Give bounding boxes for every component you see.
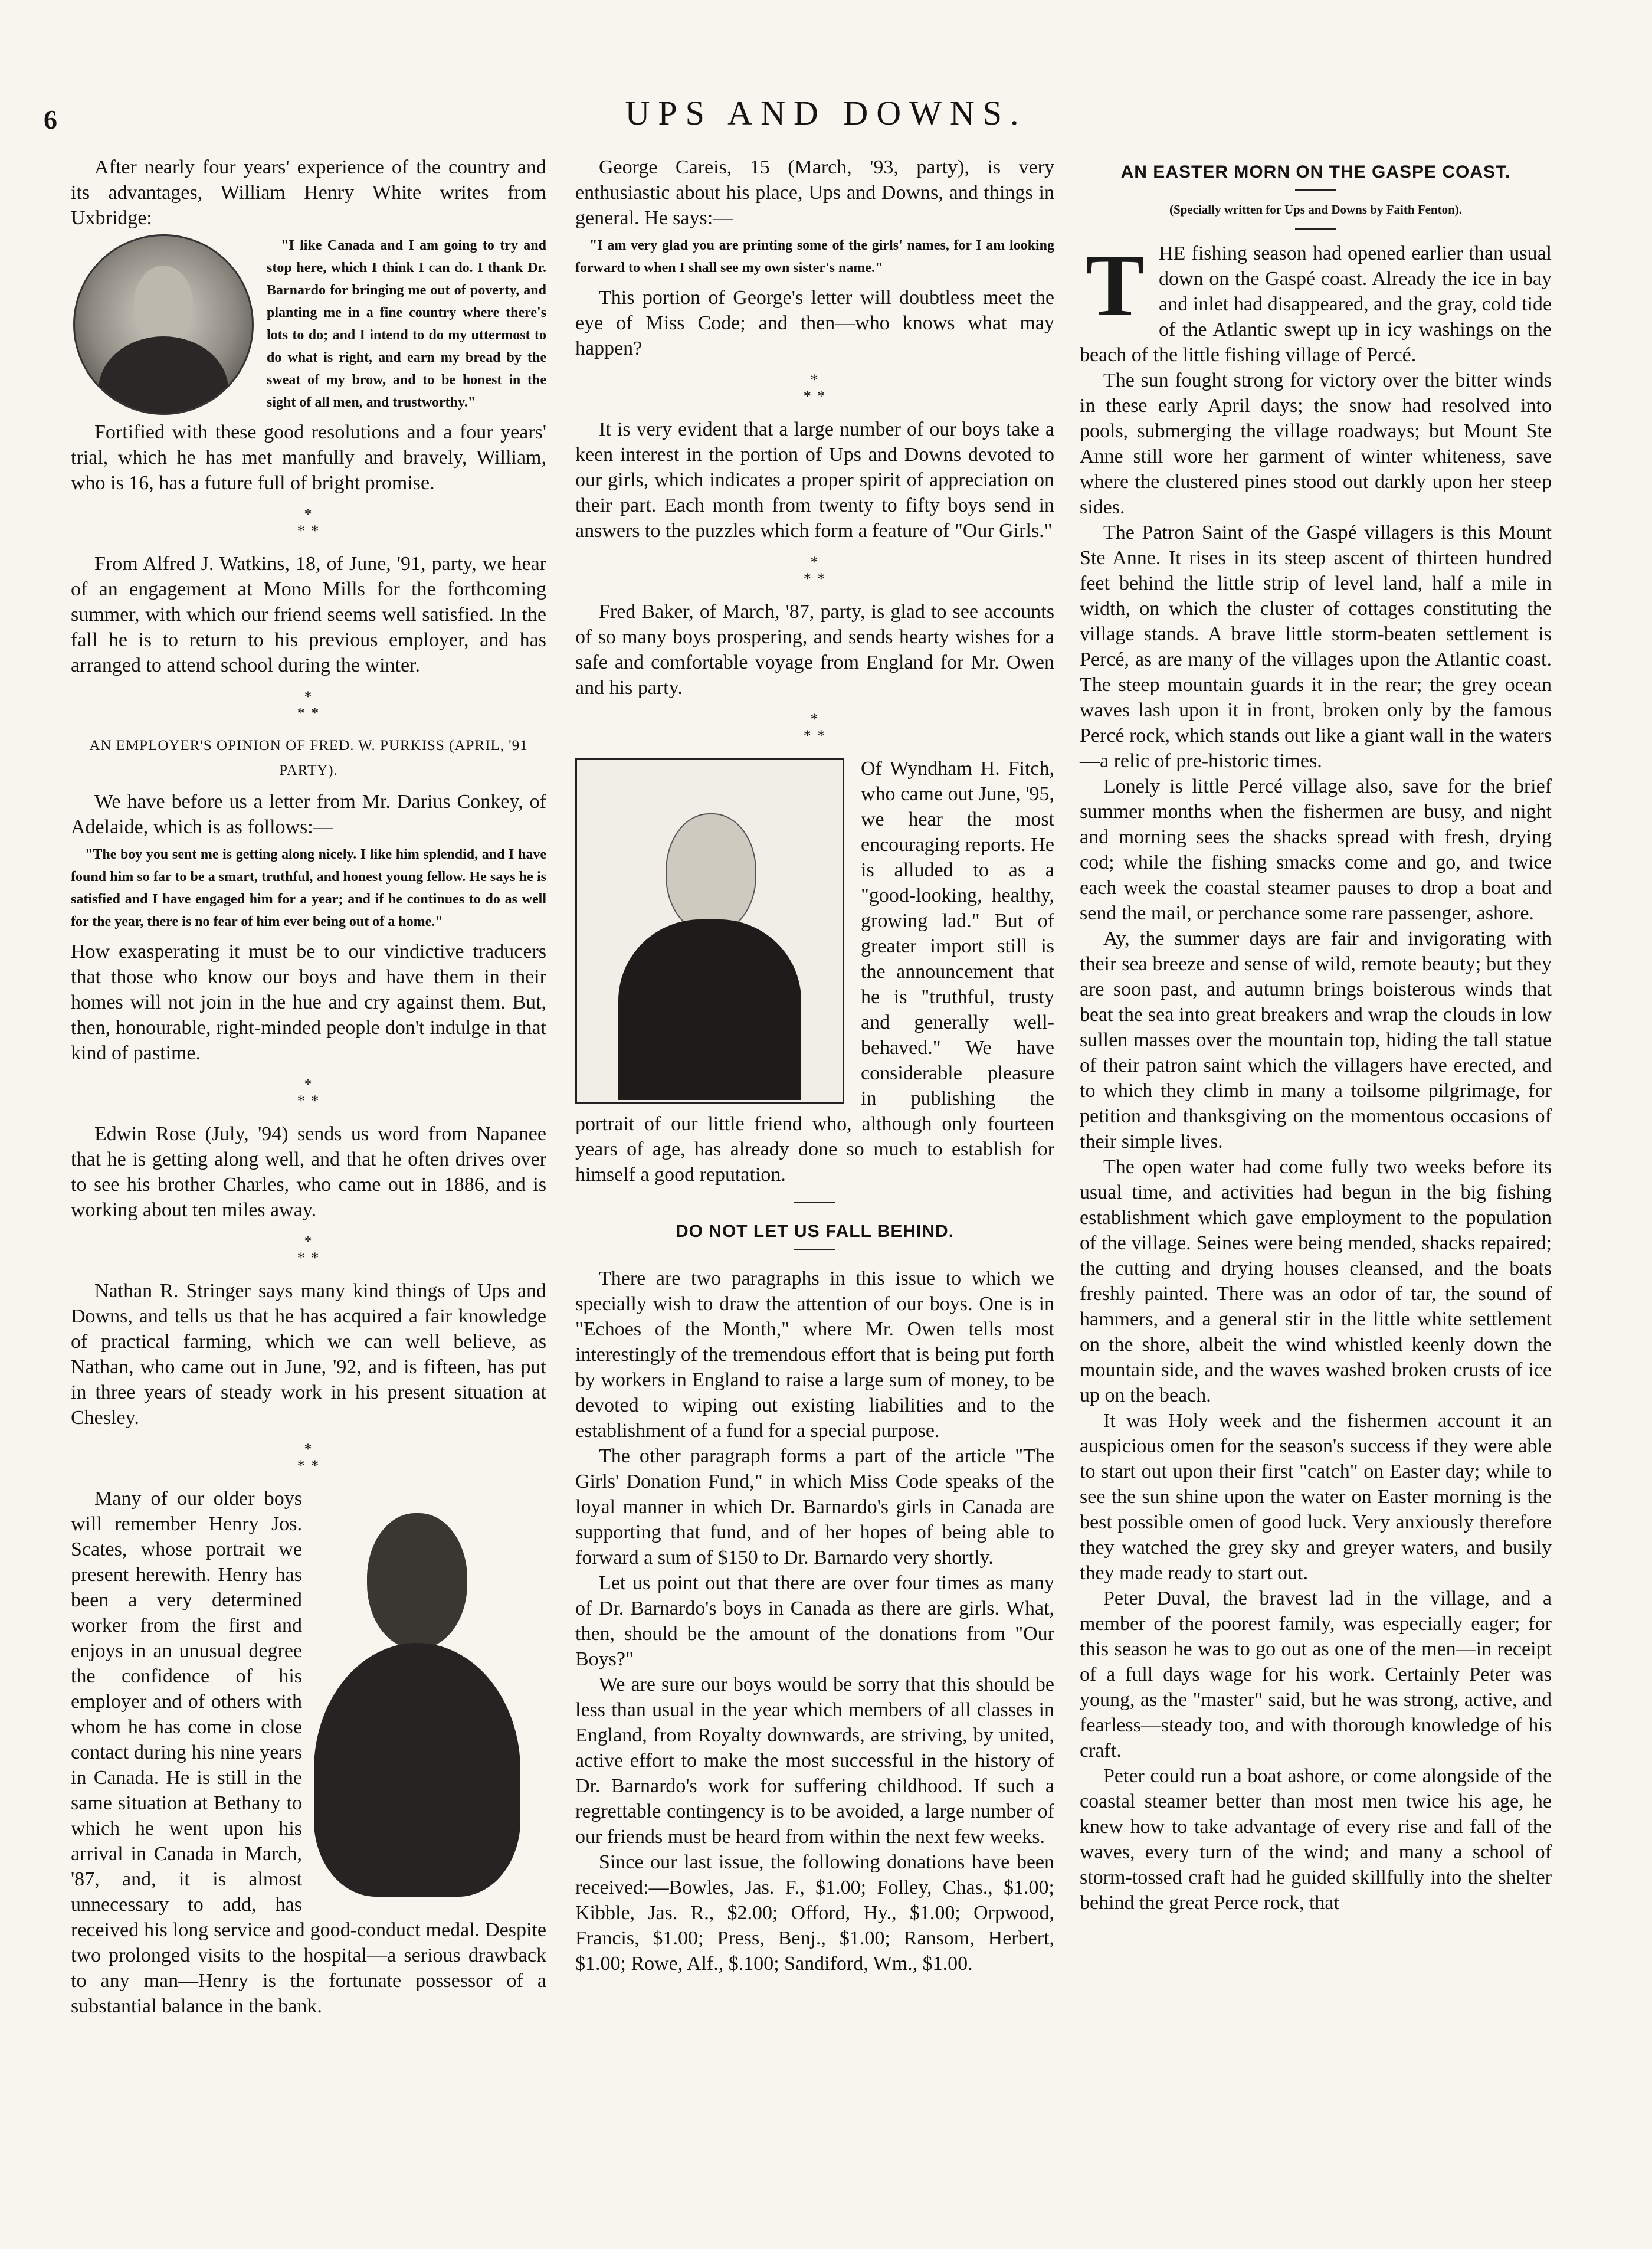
article-paragraph: The Patron Saint of the Gaspé villagers is this Mount Ste Anne. It rises in its steep ascent of thirteen hundred feet behind the little strip of level land, half a mile in width, on which the cluster of cottages constituting the village stands. A brave little storm-beaten settlement is Percé, as are many of the villages upon the Atlantic coast. The steep mountain guards it in the rear; the grey ocean waves lash upon it in front, broken only by the famous Percé rock, which stands out like a giant wall in the waters—a relic of pre-historic times. — [1080, 522, 1552, 772]
stars-divider: * * * — [297, 1233, 320, 1266]
stars-divider: * * * — [803, 711, 827, 744]
stars-divider: * * * — [297, 506, 320, 539]
stars-divider: * * * — [297, 688, 320, 722]
article-paragraph: Peter Duval, the bravest lad in the village, and a member of the poorest family, was especially eager; for this season he was to go out as one of the men—in receipt of a full days wage for his work. Certainly Peter was young, as the "master" said, but he was strong, active, and fearless—steady too, and with thorough knowledge of his craft. — [1080, 1587, 1552, 1762]
article-paragraph: Fred Baker, of March, '87, party, is glad to see accounts of so many boys prospering, and sends hearty wishes for a safe and comfortable voyage from England for Mr. Owen and his party. — [575, 601, 1054, 699]
section-rule — [1295, 228, 1336, 230]
article-paragraph: There are two paragraphs in this issue to which we specially wish to draw the attention of our boys. One is in "Echoes of the Month," where Mr. Owen tells most interestingly of the tremendous effort that is being put forth by workers in England to raise a large sum of money, to be devoted to wiping out existing liabilities and to the establishment of a fund for a special purpose. — [575, 1268, 1054, 1442]
quote-george-careis: "I am very glad you are printing some of the girls' names, for I am looking forward to when I shall see my own sister's name." — [575, 238, 1054, 276]
article-paragraph: Nathan R. Stringer says many kind things of Ups and Downs, and tells us that he has acquired a fair knowledge of practical farming, which we can well believe, as Nathan, who came out in June, '92, and is fifteen, has put in three years of steady work in his present situation at Chesley. — [71, 1280, 546, 1429]
stars-divider: * * * — [803, 371, 827, 405]
article-paragraph: Edwin Rose (July, '94) sends us word from Napanee that he is getting along well, and that he often drives over to see his brother Charles, who came out in 1886, and is working about ten miles away. — [71, 1123, 546, 1221]
article-paragraph: We have before us a letter from Mr. Darius Conkey, of Adelaide, which is as follows:— — [71, 791, 546, 838]
article-paragraph: Fortified with these good resolutions and a four years' trial, which he has met manfully and bravely, William, who is 16, has a future full of bright promise. — [71, 421, 546, 494]
article-paragraph: Lonely is little Percé village also, save for the brief summer months when the fishermen are busy, and night and morning sees the shacks spread with fresh, drying cod; while the fishing smacks come and go, and twice each week the coastal steamer pauses to drop a boat and send the mail, or perchance some rare passenger, ashore. — [1080, 775, 1552, 924]
quote-darius-conkey: "The boy you sent me is getting along nicely. I like him splendid, and I have found him so far to be a smart, truthful, and honest young fellow. He says he is satisfied and I have engaged him for a year; and if he continues to do as well for the year, there is no fear of him ever being out of a home." — [71, 847, 546, 929]
portrait-william-white — [73, 234, 254, 415]
article-paragraph: This portion of George's letter will doubtless meet the eye of Miss Code; and then—who knows what may happen? — [575, 287, 1054, 359]
masthead-title: UPS AND DOWNS. — [625, 94, 1027, 132]
page-number: 6 — [44, 104, 57, 135]
quote-william-white: "I like Canada and I am going to try and stop here, which I think I can do. I thank Dr. Barnardo for bringing me out of poverty, and planting me in a fine country where there's lots to do; and I intend to do my uttermost to do what is right, and earn my bread by the sweat of my brow, and to be honest in the sight of all men, and trustworthy." — [267, 238, 546, 410]
article-paragraph: Many of our older boys will remember Henry Jos. Scates, whose portrait we present herewith. Henry has been a very determined worker from the first and enjoys in an unusual degree the confidence of his employer and of others with whom he has come in close contact during his nine years in Canada. He is still in the same situation at Bethany to which he went upon his arrival in Canada in March, '87, and, it is almost unnecessary to add, has received his long service and good-conduct medal. Despite two prolonged visits to the hospital—a serious drawback to any man—Henry is the fortunate possessor of a substantial balance in the bank. — [71, 1488, 546, 2017]
article-byline: (Specially written for Ups and Downs by Faith Fenton). — [1169, 202, 1463, 217]
portrait-henry-scates — [302, 1489, 532, 1903]
article-paragraph: The open water had come fully two weeks before its usual time, and activities had begun in the big fishing establishment which gave employment to the population of the village. Seines were being mended, shacks repaired; the cutting and drying houses cleansed, and the boats freshly painted. There was an odor of tar, the sound of hammers, and a general stir in the little white settlement on the shore, albeit the wind whistled keenly down the mountain side, and the waves washed broken crusts of ice up on the beach. — [1080, 1156, 1552, 1406]
stars-divider: * * * — [297, 1441, 320, 1474]
portrait-wyndham-fitch — [575, 758, 844, 1104]
article-paragraph: How exasperating it must be to our vindictive traducers that those who know our boys and have them in their homes will not join in the hue and cry against them. But, then, honourable, right-minded people don't indulge in that kind of pastime. — [71, 941, 546, 1064]
article-paragraph: Peter could run a boat ashore, or come alongside of the coastal steamer better than most men twice his age, he knew how to take advantage of every rise and fall of the waves, every turn of the wind; and many a school of storm-tossed craft had he guided skillfully into the shelter behind the great Perce rock, that — [1080, 1765, 1552, 1914]
article-paragraph: The other paragraph forms a part of the article "The Girls' Donation Fund," in which Miss Code speaks of the loyal manner in which Dr. Barnardo's girls in Canada are supporting that fund, and of her hopes of being able to forward a sum of $150 to Dr. Barnardo very shortly. — [575, 1445, 1054, 1569]
article-paragraph: We are sure our boys would be sorry that this should be less than usual in the year which members of all classes in England, from Royalty downwards, are striving, by united, active effort to make the most successful in the history of Dr. Barnardo's work for suffering childhood. If such a regrettable contingency is to be avoided, a large number of our friends must be heard from within the next few weeks. — [575, 1674, 1054, 1848]
article-paragraph: Since our last issue, the following donations have been received:—Bowles, Jas. F., $1.00; Folley, Chas., $1.00; Kibble, Jas. R., $2.00; Offord, Hy., $1.00; Orpwood, Francis, $1.00; Press, Benj., $1.00; Ransom, Herbert, $1.00; Rowe, Alf., $.100; Sandiford, Wm., $1.00. — [575, 1851, 1054, 1975]
section-rule — [794, 1249, 835, 1250]
article-paragraph: Of Wyndham H. Fitch, who came out June, '95, we hear the most encouraging reports. He is alluded to as a "good-looking, healthy, growing lad." But of greater import still is the announcement that he is "truthful, trusty and generally well-behaved." We have considerable pleasure in publishing the portrait of our little friend who, although only fourteen years of age, has already done so much to establish for himself a good reputation. — [575, 758, 1054, 1186]
article-paragraph: It was Holy week and the fishermen account it an auspicious omen for the season's success if they were able to start out upon their first "catch" on Easter day; while to see the sun shine upon the water on Easter morning is the best possible omen of good luck. Very anxiously therefore they watched the grey sky and greyer waters, and busily they made ready to start out. — [1080, 1410, 1552, 1584]
section-rule — [794, 1202, 835, 1203]
article-paragraph: From Alfred J. Watkins, 18, of June, '91, party, we hear of an engagement at Mono Mills for the forthcoming summer, with which our friend seems well satisfied. In the fall he is to return to his previous employer, and has arranged to attend school during the winter. — [71, 553, 546, 676]
column-2 — [575, 155, 1054, 1976]
section-heading-easter-morn: AN EASTER MORN ON THE GASPE COAST. — [1120, 162, 1511, 182]
article-paragraph: Ay, the summer days are fair and invigorating with their sea breeze and sense of wild, remote beauty; but they are soon past, and autumn brings boisterous winds that beat the sea into great breakers and wrap the clouds in low sullen masses over the mountain top, hiding the tall statue of their patron saint which the villagers have erected, and to which they climb in many a toilsome pilgrimage, for petition and thanksgiving on the momentous occasions of their simple lives. — [1080, 928, 1552, 1153]
article-paragraph: Let us point out that there are over four times as many of Dr. Barnardo's boys in Canada as there are girls. What, then, should be the amount of the donations from "Our Boys?" — [575, 1572, 1054, 1670]
article-paragraph: After nearly four years' experience of the country and its advantages, William Henry White writes from Uxbridge: — [71, 156, 546, 229]
article-paragraph: The sun fought strong for victory over the bitter winds in these early April days; the snow had resolved into pools, submerging the village roadways; but Mount Ste Anne still wore her garment of winter whiteness, save where the clustered pines stood out darkly upon her steep sides. — [1080, 369, 1552, 518]
section-rule — [1295, 189, 1336, 191]
stars-divider: * * * — [803, 554, 827, 587]
employer-opinion-subhead: AN EMPLOYER'S OPINION OF FRED. W. PURKISS (APRIL, '91 PARTY). — [89, 738, 528, 778]
column-1 — [71, 155, 546, 2019]
article-paragraph: George Careis, 15 (March, '93, party), is very enthusiastic about his place, Ups and Downs, and things in general. He says:— — [575, 156, 1054, 229]
column-3 — [1080, 155, 1552, 1916]
stars-divider: * * * — [297, 1076, 320, 1109]
article-paragraph: It is very evident that a large number of our boys take a keen interest in the portion of Ups and Downs devoted to our girls, which indicates a proper spirit of appreciation on their part. Each month from twenty to fifty boys send in answers to the puzzles which form a feature of "Our Girls." — [575, 418, 1054, 542]
decorative-drop-cap: T — [1085, 237, 1145, 335]
article-paragraph: HE fishing season had opened earlier than usual down on the Gaspé coast. Already the ice in bay and inlet had disappeared, and the gray, cold tide of the Atlantic swept up in icy washings on the beach of the little fishing village of Percé. — [1080, 243, 1552, 366]
section-heading-fall-behind: DO NOT LET US FALL BEHIND. — [675, 1222, 955, 1241]
